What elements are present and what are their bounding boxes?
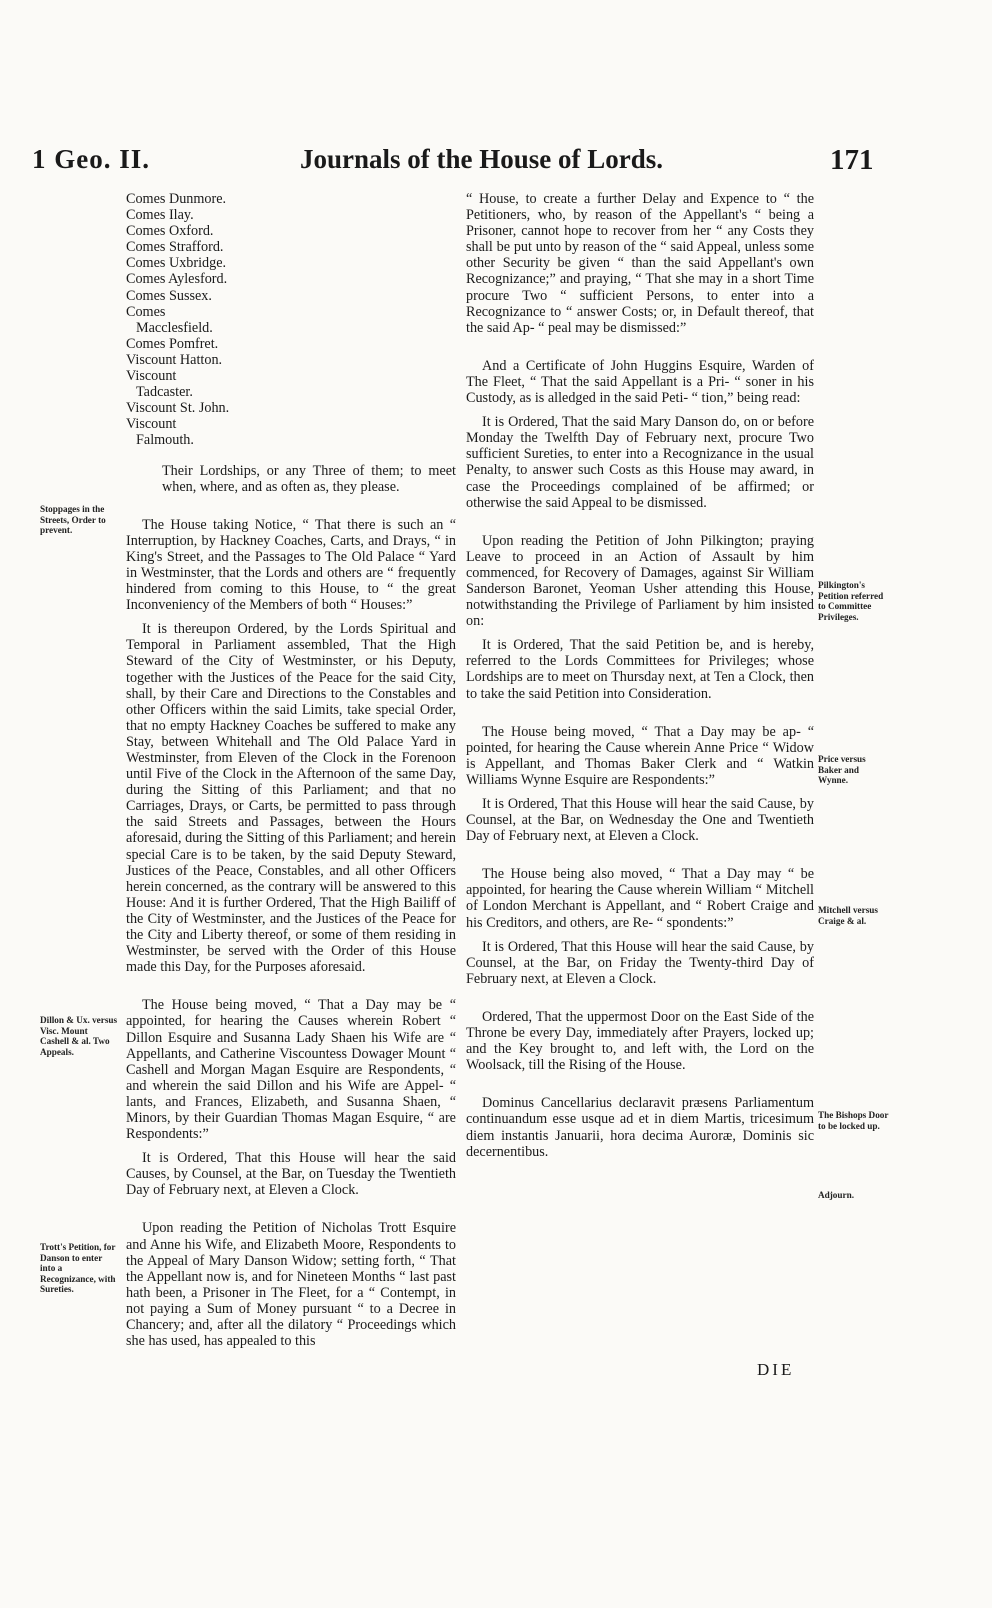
paragraph-pilkington-order: It is Ordered, That the said Petition be, and is hereby, referred to the Lords Committees for Privileges; whose Lordships are to meet on Thursday next, at Ten a Clock, then to take the said Petition into Consideration. xyxy=(466,637,814,702)
lord-name: Comes Sussex. xyxy=(126,287,212,304)
committee-meet-text: Their Lordships, or any Three of them; to meet when, where, and as often as, they please. xyxy=(162,462,456,495)
page-header xyxy=(0,140,992,190)
margin-note-dillon: Dillon & Ux. versus Visc. Mount Cashell & al. Two Appeals. xyxy=(40,1015,118,1057)
lord-name: Comes Strafford. xyxy=(126,239,224,256)
paragraph-mitchell-order: It is Ordered, That this House will hear the said Cause, by Counsel, at the Bar, on Friday the Twenty-third Day of February next, at Eleven a Clock. xyxy=(466,938,814,987)
catchword: DIE xyxy=(757,1360,795,1379)
margin-note-stoppages: Stoppages in the Streets, Order to prevent. xyxy=(40,504,106,535)
paragraph-price-order: It is Ordered, That this House will hear the said Cause, by Counsel, at the Bar, on Wednesday the One and Twentieth Day of February next, at Eleven a Clock. xyxy=(466,796,814,845)
left-column xyxy=(126,191,456,1357)
lords-list xyxy=(126,191,456,449)
lord-name: Viscount Hatton. xyxy=(126,351,223,368)
margin-note-mitchell: Mitchell versus Craige & al. xyxy=(818,905,878,926)
right-column xyxy=(466,191,814,1168)
lord-name: Comes Macclesfield. xyxy=(126,303,213,336)
margin-note-adjourn: Adjourn. xyxy=(818,1190,854,1200)
header-title: Journals of the House of Lords. xyxy=(300,144,664,174)
paragraph-mitchell-motion: The House being also moved, “ That a Day may “ be appointed, for hearing the Cause wherein William “ Mitchell of London Merchant is Appellant, and “ Robert Craige and his Creditors, and others, are Re- “ spondents:” xyxy=(466,866,814,931)
lord-name: Viscount Falmouth. xyxy=(126,416,194,449)
margin-note-bishops-door: The Bishops Door to be locked up. xyxy=(818,1110,889,1131)
paragraph-trott-petition: Upon reading the Petition of Nicholas Trott Esquire and Anne his Wife, and Elizabeth Moore, Respondents to the Appeal of Mary Danson Widow; setting forth, “ That the Appellant now is, and for Nineteen Months “ last past hath been, a Prisoner in The Fleet, for a “ Contempt, in not paying a Sum of Money pursuant “ to a Decree in Chancery; and, after all the dilatory “ Proceedings which she has used, has appealed to this xyxy=(126,1220,456,1350)
paragraph-adjournment: Dominus Cancellarius declaravit præsens Parliamentum continuandum esse usque ad et in diem Martis, tricesimum diem instantis Januarii, hora decima Auroræ, Dominis sic decernentibus. xyxy=(466,1095,814,1160)
lord-name: Comes Uxbridge. xyxy=(126,255,227,272)
lord-name: Comes Pomfret. xyxy=(126,335,219,352)
margin-note-price: Price versus Baker and Wynne. xyxy=(818,754,866,785)
lords-list-earls xyxy=(126,191,231,449)
paragraph-dillon-order: It is Ordered, That this House will hear the said Causes, by Counsel, at the Bar, on Tuesday the Twentieth Day of February next, at Eleven a Clock. xyxy=(126,1150,456,1199)
paragraph-price-motion: The House being moved, “ That a Day may be ap- “ pointed, for hearing the Cause wherein Anne Price “ Widow is Appellant, and Thomas Baker Clerk and “ Watkin Williams Wynne Esquire are Respondents:” xyxy=(466,723,814,788)
margin-note-pilkington: Pilkington's Petition referred to Committee Privileges. xyxy=(818,580,884,622)
paragraph-danson-order: It is Ordered, That the said Mary Danson do, on or before Monday the Twelfth Day of February next, procure Two sufficient Sureties, to enter into a Recognizance in the usual Penalty, to answer such Costs as this House may award, in case the Proceedings complained of be affirmed; or otherwise the said Appeal to be dismissed. xyxy=(466,414,814,511)
margin-note-trott: Trott's Petition, for Danson to enter into a Recognizance, with Sureties. xyxy=(40,1242,116,1294)
lord-name: Comes Ilay. xyxy=(126,207,194,224)
lord-name: Viscount Tadcaster. xyxy=(126,368,193,401)
paragraph-pilkington-petition: Upon reading the Petition of John Pilkington; praying Leave to proceed in an Action of Assault by him commenced, for Recovery of Damages, against Sir William Sanderson Baronet, Yeoman Usher attending this House, notwithstanding the Privilege of Parliament by him insisted on: xyxy=(466,532,814,630)
lord-name: Comes Aylesford. xyxy=(126,271,228,288)
lord-name: Viscount St. John. xyxy=(126,400,230,417)
paragraph-dillon-motion: The House being moved, “ That a Day may be “ appointed, for hearing the Causes wherein Robert “ Dillon Esquire and Susanna Lady Shaen his Wife are “ Appellants, and Catherine Viscountess Dowager Mount “ Cashell and Morgan Magan Esquire are Respondents, “ and wherein the said Dillon and his Wife are Appel- “ lants, and Frances, Elizabeth, and Susanna Shaen, “ Minors, by their Guardian Thomas Magan Esquire, “ are Respondents:” xyxy=(126,997,456,1143)
page-number: 171 xyxy=(830,144,874,176)
header-regnal-year: 1 Geo. II. xyxy=(32,144,150,174)
paragraph-stoppages: The House taking Notice, “ That there is such an “ Interruption, by Hackney Coaches, Carts, and Drays, “ in King's Street, and the Passages to The Old Palace “ Yard in Westminster, that the Lords and others are “ frequently hindered from coming to this House, to “ the great Inconveniency of the Members of both “ Houses:” xyxy=(126,516,456,614)
lord-name: Comes Dunmore. xyxy=(126,191,227,207)
paragraph-huggins-certificate: And a Certificate of John Huggins Esquire, Warden of The Fleet, “ That the said Appellant is a Pri- “ soner in his Custody, as is alledged in the said Peti- “ tion,” being read: xyxy=(466,357,814,407)
lord-name: Comes Oxford. xyxy=(126,223,214,240)
paragraph-door-order: Ordered, That the uppermost Door on the East Side of the Throne be every Day, immediately after Prayers, locked up; and the Key brought to, and left with, the Lord on the Woolsack, till the Rising of the House. xyxy=(466,1008,814,1074)
paragraph-trott-continued: “ House, to create a further Delay and Expence to “ the Petitioners, who, by reason of the Appellant's “ being a Prisoner, cannot hope to recover from her “ any Costs they shall be put unto by reason of the “ said Appeal, unless some other Security be given “ than the said Appellant's own Recognizance;” and praying, “ That she may in a short Time procure Two “ sufficient Persons, to enter into a Recognizance to “ answer Costs; or, in Default thereof, that the said Ap- “ peal may be dismissed:” xyxy=(466,191,814,336)
paragraph-stoppages-order: It is thereupon Ordered, by the Lords Spiritual and Temporal in Parliament assembled, That the High Steward of the City of Westminster, or his Deputy, together with the Justices of the Peace for the said City, shall, by their Care and Directions to the Constables and other Officers within the said Limits, take special Order, that no empty Hackney Coaches be suffered to make any Stay, between Whitehall and The Old Palace Yard in Westminster, from Eleven of the Clock in the Forenoon until Five of the Clock in the Afternoon of the same Day, during the Sitting of this Parliament; and that no Carriages, Drays, or Carts, be permitted to pass through the said Streets and Passages, between the Hours aforesaid, during the Sitting of this Parliament; and herein special Care is to be taken, by the said Deputy Steward, Justices of the Peace, Constables, and all other Officers herein concerned, as the contrary will be answered to this House: And it is further Ordered, That the High Bailiff of the City of Westminster, and the Justices of the Peace for the City and Liberty thereof, or some of them residing in Westminster, be served with the Order of this House made this Day, for the Purposes aforesaid. xyxy=(126,621,456,976)
